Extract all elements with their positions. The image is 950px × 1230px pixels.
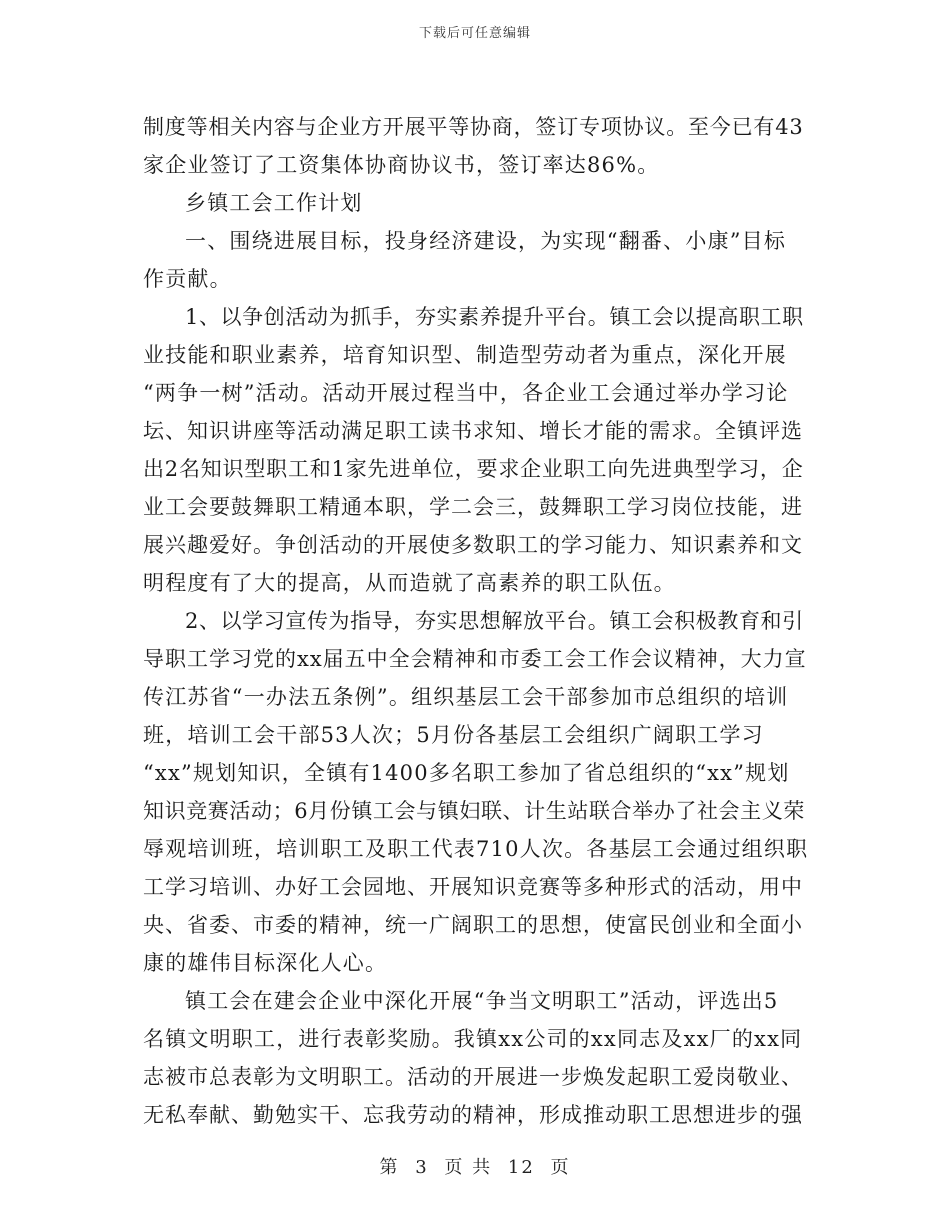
paragraph-civilized-workers (143, 982, 808, 1134)
text-line: 无私奉献、勤勉实干、忘我劳动的精神，形成推动职工思想进步的强 (143, 1103, 803, 1127)
text-line: 工学习培训、办好工会园地、开展知识竞赛等多种形式的活动，用中 (143, 875, 803, 899)
text-line: 导职工学习党的xx届五中全会精神和市委工会工作会议精神，大力宣 (143, 647, 807, 671)
text-line: 家企业签订了工资集体协商协议书，签订率达86%。 (143, 153, 660, 177)
page-footer (0, 1153, 950, 1179)
footer-total-pages: 12 (507, 1157, 535, 1178)
text-line: 康的雄伟目标深化人心。 (143, 951, 388, 975)
text-line: 名镇文明职工，进行表彰奖励。我镇xx公司的xx同志及xx厂的xx同 (143, 1027, 803, 1051)
text-line: 出2名知识型职工和1家先进单位，要求企业职工向先进典型学习，企 (143, 457, 804, 481)
text-line: “两争一树”活动。活动开展过程当中，各企业工会通过举办学习论 (143, 381, 789, 405)
page-header-note: 下载后可任意编辑 (418, 26, 531, 41)
text-line: 业工会要鼓舞职工精通本职，学二会三，鼓舞职工学习岗位技能，进 (143, 495, 803, 519)
footer-prefix: 第 (379, 1157, 400, 1178)
text-line: 央、省委、市委的精神，统一广阔职工的思想，使富民创业和全面小 (143, 913, 803, 937)
text-line: 明程度有了大的提高，从而造就了高素养的职工队伍。 (143, 571, 676, 595)
text-line: 乡镇工会工作计划 (185, 191, 363, 215)
paragraph-heading-one (143, 222, 808, 298)
text-line: 镇工会在建会企业中深化开展“争当文明职工”活动，评选出5 (185, 989, 779, 1013)
text-line: 2、以学习宣传为指导，夯实思想解放平台。镇工会积极教育和引 (185, 609, 804, 633)
paragraph-item-two (143, 602, 808, 982)
text-line: 一、围绕进展目标，投身经济建设，为实现“翻番、小康”目标 (185, 229, 787, 253)
text-line: 制度等相关内容与企业方开展平等协商，签订专项协议。至今已有43 (143, 115, 804, 139)
footer-page-number: 3 (415, 1157, 429, 1178)
text-line: 辱观培训班，培训职工及职工代表710人次。各基层工会通过组织职 (143, 837, 809, 861)
text-line: 作贡献。 (143, 267, 232, 291)
paragraph-continuation (143, 108, 808, 184)
text-line: 展兴趣爱好。争创活动的开展使多数职工的学习能力、知识素养和文 (143, 533, 803, 557)
text-line: 业技能和职业素养，培育知识型、制造型劳动者为重点，深化开展 (143, 343, 787, 367)
text-line: “xx”规划知识，全镇有1400多名职工参加了省总组织的“xx”规划 (143, 761, 790, 785)
text-line: 坛、知识讲座等活动满足职工读书求知、增长才能的需求。全镇评选 (143, 419, 803, 443)
text-line: 知识竞赛活动；6月份镇工会与镇妇联、计生站联合举办了社会主义荣 (143, 799, 805, 823)
text-line: 1、以争创活动为抓手，夯实素养提升平台。镇工会以提高职工职 (185, 305, 804, 329)
document-body (143, 108, 808, 1134)
section-title (143, 184, 808, 222)
footer-suffix: 页 (550, 1157, 571, 1178)
text-line: 志被市总表彰为文明职工。活动的开展进一步焕发起职工爱岗敬业、 (143, 1065, 803, 1089)
text-line: 传江苏省“一办法五条例”。组织基层工会干部参加市总组织的培训 (143, 685, 789, 709)
footer-middle: 页 共 (444, 1157, 493, 1178)
text-line: 班，培训工会干部53人次；5月份各基层工会组织广阔职工学习 (143, 723, 764, 747)
paragraph-item-one (143, 298, 808, 602)
